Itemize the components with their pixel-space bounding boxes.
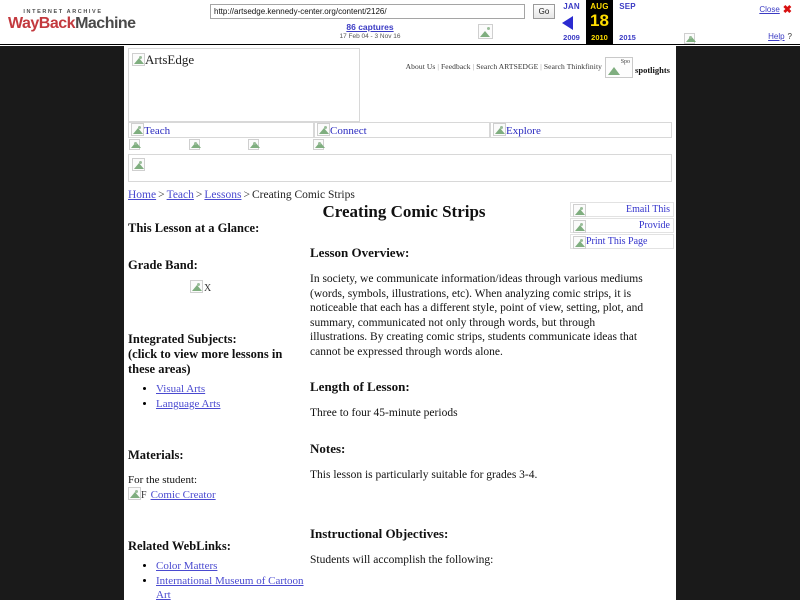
current-capture-column[interactable] <box>586 0 613 44</box>
spotlights-broken-image-icon <box>605 57 633 78</box>
instructional-objectives-heading: Instructional Objectives: <box>310 526 449 541</box>
sidebar-spacer-5 <box>128 503 306 539</box>
list-item[interactable] <box>156 382 306 396</box>
grade-band-alt-text: X <box>204 283 212 294</box>
email-this-label: Email This <box>626 204 670 215</box>
current-month-label: AUG <box>590 2 609 11</box>
utility-link-about-us[interactable]: About Us <box>405 62 436 71</box>
wayback-date-nav <box>558 0 641 44</box>
next-year-label: 2015 <box>619 33 636 42</box>
list-item[interactable] <box>156 559 306 573</box>
nav-item-connect-label: Connect <box>330 125 367 137</box>
site-logo-cell[interactable] <box>128 48 360 122</box>
lesson-overview-heading: Lesson Overview: <box>310 245 410 260</box>
toolbar-help-control[interactable] <box>768 32 792 41</box>
spotlights-alt-text: Spo <box>620 59 631 65</box>
close-icon[interactable]: ✖ <box>782 4 792 16</box>
nav-item-explore[interactable] <box>490 122 672 138</box>
list-item[interactable] <box>156 397 306 411</box>
breadcrumb-sep-2: > <box>195 189 203 201</box>
list-item[interactable] <box>156 574 306 600</box>
prev-year-label: 2009 <box>563 33 580 42</box>
sidebar-spacer-3 <box>128 412 306 448</box>
subnav-broken-image-icon-2[interactable] <box>189 139 200 150</box>
nav-item-connect[interactable] <box>314 122 490 138</box>
wayback-word: WayBack <box>8 15 76 32</box>
wayback-url-input[interactable] <box>210 4 525 19</box>
nav-item-teach-label: Teach <box>144 125 171 137</box>
nav-item-teach[interactable] <box>128 122 314 138</box>
next-capture-column[interactable] <box>614 0 641 44</box>
materials-for-student-label: For the student: <box>128 474 198 486</box>
provide-label: Provide <box>638 220 670 231</box>
email-broken-image-icon <box>573 204 586 217</box>
grade-band-heading: Grade Band: <box>128 258 198 272</box>
utility-link-feedback[interactable]: Feedback <box>441 62 471 71</box>
wayback-machine-wordmark <box>8 15 136 32</box>
artsedge-logo-broken-image-icon <box>132 53 145 66</box>
content-top-spacer <box>310 221 672 245</box>
subnav-broken-image-icon-3[interactable] <box>248 139 259 150</box>
instructional-objectives-text: Students will accomplish the following: <box>310 554 494 566</box>
breadcrumb-item-home[interactable]: Home <box>128 189 157 201</box>
machine-word: Machine <box>75 15 136 32</box>
sidebar-spacer-4 <box>128 463 306 473</box>
spotlights-label: spotlights <box>635 65 670 75</box>
notes-heading: Notes: <box>310 440 346 456</box>
notes-text: This lesson is particularly suitable for grades 3-4. <box>310 468 538 481</box>
related-weblinks-list <box>128 559 306 600</box>
lesson-overview-text: In society, we communicate information/ideas through various mediums (words, symbols, illustrations, etc). When analyzing comic strips, it is noticeable that each has a different style, point of view, setting, plot, and summary, communicated not only through words, but through illustrations. By creating comic strips, students communicate ideas that cannot be expressed through words alone. <box>310 273 644 358</box>
captures-count-link[interactable]: 86 captures <box>346 22 394 32</box>
wayback-toolbar <box>0 0 800 45</box>
breadcrumb-current: Creating Comic Strips <box>251 189 355 201</box>
internet-archive-wordmark: INTERNET ARCHIVE <box>23 9 103 15</box>
breadcrumb <box>128 189 355 201</box>
length-of-lesson-text: Three to four 45-minute periods <box>310 407 458 419</box>
site-header <box>128 48 672 122</box>
subnav-broken-image-icon-1[interactable] <box>129 139 140 150</box>
prev-month-label: JAN <box>563 2 580 11</box>
materials-heading: Materials: <box>128 448 184 462</box>
subject-link-visual-arts[interactable]: Visual Arts <box>156 383 206 395</box>
site-header-nav-cell <box>360 48 672 122</box>
page-title: Creating Comic Strips <box>322 202 486 221</box>
utility-links <box>406 62 602 71</box>
archived-page-frame <box>0 46 800 600</box>
material-item-comic-creator[interactable] <box>128 487 306 503</box>
material-link-comic-creator[interactable]: Comic Creator <box>150 489 216 501</box>
content-mid-spacer <box>310 502 672 526</box>
connect-broken-image-icon <box>317 123 330 136</box>
next-arrow-image-icon[interactable] <box>684 33 695 44</box>
related-weblinks-heading: Related WebLinks: <box>128 539 231 553</box>
explore-broken-image-icon <box>493 123 506 136</box>
length-of-lesson-heading: Length of Lesson: <box>310 379 410 394</box>
help-link[interactable]: Help <box>768 32 785 41</box>
internet-archive-logo[interactable] <box>8 4 136 38</box>
weblink-color-matters[interactable]: Color Matters <box>156 560 218 572</box>
grade-band-broken-image-icon <box>190 280 203 293</box>
print-this-page-label: Print This Page <box>586 236 648 247</box>
material-broken-image-icon <box>128 487 141 500</box>
current-year-label: 2010 <box>591 33 608 42</box>
wayback-captures-block <box>250 22 490 40</box>
nav-item-explore-label: Explore <box>506 125 541 137</box>
grade-band-value <box>190 278 306 296</box>
toolbar-close-control[interactable] <box>759 3 792 16</box>
integrated-subjects-list <box>128 382 306 411</box>
artsedge-logo-block[interactable] <box>132 52 194 68</box>
breadcrumb-item-lessons[interactable]: Lessons <box>204 189 242 201</box>
teach-broken-image-icon <box>131 123 144 136</box>
utility-separator-2: | <box>472 62 475 71</box>
lesson-sidebar <box>128 221 306 600</box>
captures-date-range: 17 Feb 04 - 3 Nov 16 <box>339 33 401 40</box>
sub-nav-icon-row <box>128 139 672 153</box>
sparkline-image-icon[interactable] <box>478 24 493 39</box>
integrated-subjects-heading: Integrated Subjects: <box>128 332 237 346</box>
question-mark-icon[interactable]: ? <box>787 32 792 41</box>
lesson-glance-heading: This Lesson at a Glance: <box>128 221 260 235</box>
breadcrumb-sep-3: > <box>243 189 250 201</box>
banner-broken-image-icon <box>132 158 145 171</box>
material-alt-text: F <box>141 490 147 501</box>
wayback-go-button[interactable]: Go <box>533 4 555 19</box>
banner-bar <box>128 154 672 182</box>
email-this-button[interactable] <box>570 202 674 217</box>
archived-page-content <box>124 46 676 600</box>
subnav-broken-image-icon-4[interactable] <box>313 139 324 150</box>
close-link[interactable]: Close <box>759 5 780 14</box>
weblink-cartoon-art-museum[interactable]: International Museum of Cartoon Art <box>156 575 304 600</box>
primary-nav <box>128 122 672 138</box>
utility-separator-1: | <box>437 62 440 71</box>
sidebar-spacer-1 <box>128 236 306 258</box>
wayback-url-row <box>210 4 555 19</box>
utility-link-search-thinkfinity[interactable]: Search Thinkfinity <box>543 62 602 71</box>
prev-capture-column[interactable] <box>558 0 585 44</box>
subject-link-language-arts[interactable]: Language Arts <box>156 398 221 410</box>
artsedge-logo-alt-text: ArtsEdge <box>145 52 195 67</box>
lesson-main-content <box>310 221 672 588</box>
sidebar-spacer-2 <box>128 296 306 332</box>
prev-arrow-icon[interactable] <box>562 16 573 30</box>
utility-link-search-artsedge[interactable]: Search ARTSEDGE <box>476 62 539 71</box>
breadcrumb-sep-1: > <box>158 189 165 201</box>
integrated-subjects-note: (click to view more lessons in these areas) <box>128 347 283 376</box>
current-day-label: 18 <box>590 11 609 30</box>
utility-separator-3: | <box>540 62 542 71</box>
next-month-label: SEP <box>619 2 636 11</box>
spotlights-block[interactable] <box>605 57 670 78</box>
breadcrumb-item-teach[interactable]: Teach <box>166 189 194 201</box>
